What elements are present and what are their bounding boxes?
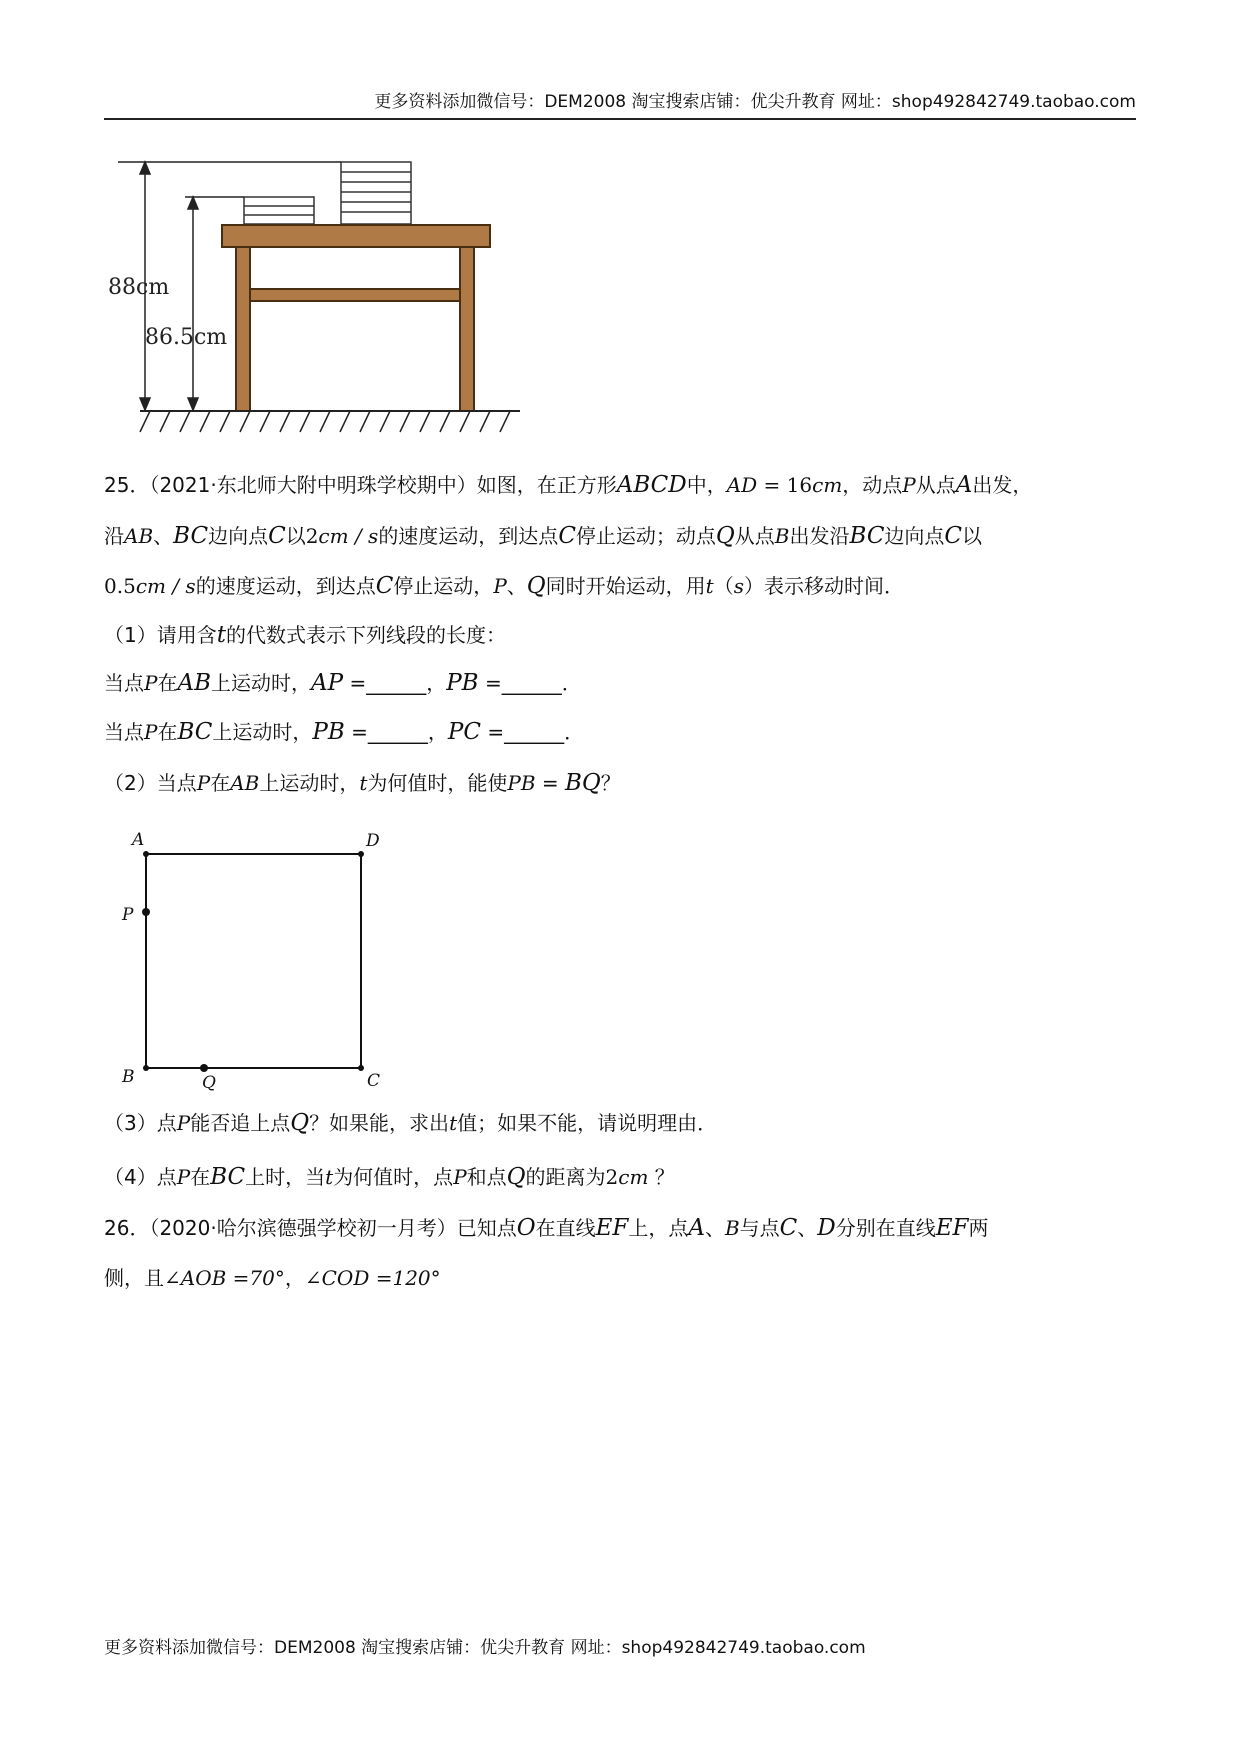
label-a: A bbox=[132, 830, 145, 850]
square-figure bbox=[121, 830, 380, 1093]
point-b bbox=[143, 1065, 149, 1071]
table-top bbox=[222, 225, 490, 247]
label-b: B bbox=[122, 1067, 135, 1087]
table-leg-right bbox=[460, 247, 474, 411]
label-c: C bbox=[367, 1071, 381, 1091]
book-stack-tall bbox=[341, 162, 411, 224]
table-stretcher bbox=[250, 289, 460, 301]
label-86-5cm: 86.5cm bbox=[145, 325, 228, 350]
label-d: D bbox=[366, 831, 380, 851]
page-footer: 更多资料添加微信号：DEM2008 淘宝搜索店铺：优尖升教育 网址：shop492842749.taobao.com bbox=[104, 1638, 866, 1658]
book-stack-short bbox=[244, 197, 314, 224]
q25-sub-1a: 当点P在AB上运动时，AP =______，PB =______． bbox=[104, 670, 582, 696]
point-q bbox=[200, 1064, 208, 1072]
q26-line-2: 侧，且∠AOB =70°，∠COD =120° bbox=[104, 1266, 441, 1290]
q25-line-2: 沿AB、BC边向点C以2cm / s的速度运动，到达点C停止运动；动点Q从点B出发沿BC边向点C以 bbox=[104, 523, 983, 549]
q26-line-1: 26．（2020·哈尔滨德强学校初一月考）已知点O在直线EF上，点A、B与点C、D分别在直线EF两 bbox=[104, 1215, 989, 1241]
label-q: Q bbox=[202, 1073, 216, 1093]
label-p: P bbox=[122, 905, 134, 925]
table-leg-left bbox=[236, 247, 250, 411]
square-abcd bbox=[146, 854, 361, 1068]
point-p bbox=[142, 908, 150, 916]
q25-sub-2: （2）当点P在AB上运动时，t为何值时，能使PB = BQ？ bbox=[104, 770, 621, 796]
point-d bbox=[358, 851, 364, 857]
label-88cm: 88cm bbox=[108, 275, 170, 300]
q25-sub-3: （3）点P能否追上点Q？如果能，求出t值；如果不能，请说明理由． bbox=[104, 1110, 718, 1136]
ground-hatching bbox=[140, 411, 510, 432]
point-a bbox=[143, 851, 149, 857]
q25-line-1: 25．（2021·东北师大附中明珠学校期中）如图，在正方形ABCD中，AD = 16cm，动点P从点A出发， bbox=[104, 472, 1033, 498]
q25-sub-1: （1）请用含t的代数式表示下列线段的长度： bbox=[104, 622, 506, 648]
page-header: 更多资料添加微信号：DEM2008 淘宝搜索店铺：优尖升教育 网址：shop492842749.taobao.com bbox=[104, 88, 1136, 120]
q25-line-3: 0.5cm / s的速度运动，到达点C停止运动，P、Q同时开始运动，用t（s）表示移动时间． bbox=[104, 573, 904, 599]
point-c bbox=[358, 1065, 364, 1071]
q25-sub-1b: 当点P在BC上运动时，PB =______，PC =______． bbox=[104, 719, 585, 745]
q25-sub-4: （4）点P在BC上时，当t为何值时，点P和点Q的距离为2cm ？ bbox=[104, 1164, 675, 1190]
